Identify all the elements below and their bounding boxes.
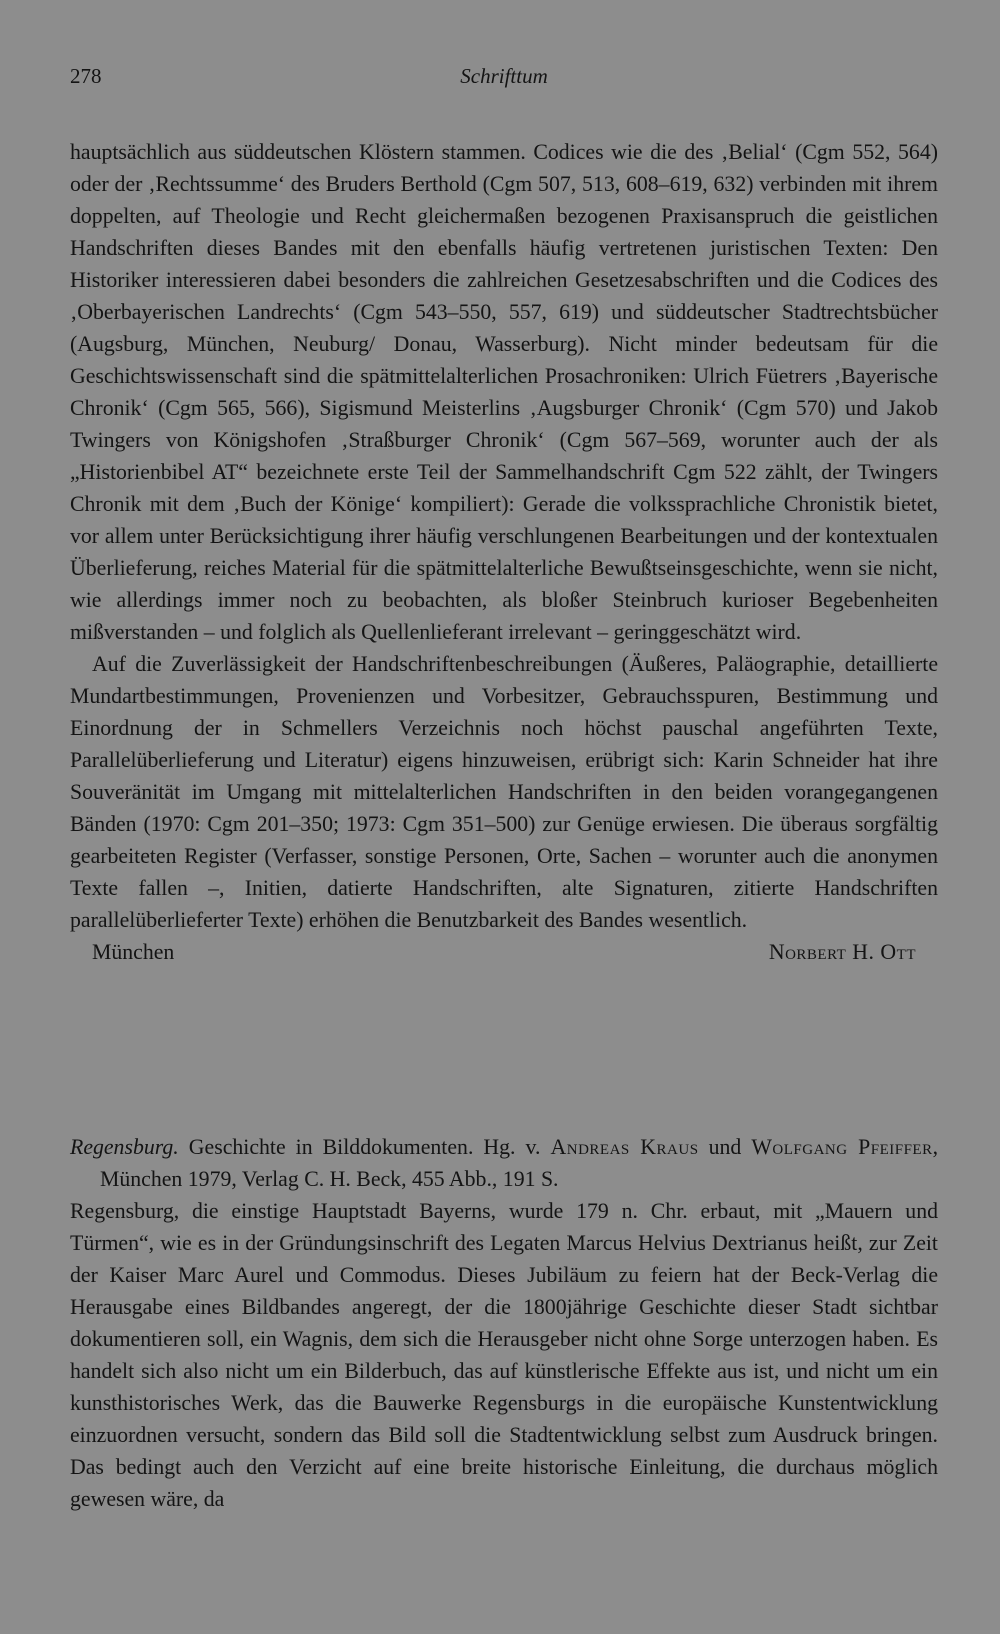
signature-place: München — [92, 940, 175, 964]
citation-editor: Wolfgang Pfeiffer — [751, 1135, 933, 1159]
page-header — [70, 64, 938, 96]
review-regensburg — [70, 1131, 938, 1515]
citation-title: Regensburg. — [70, 1135, 179, 1159]
citation-text: und — [698, 1135, 752, 1159]
citation-text: , München 1979, Verlag C. H. Beck, 455 Abb., 191 S. — [100, 1135, 939, 1191]
review-paragraph: hauptsächlich aus süddeutschen Klöstern stammen. Codices wie die des ‚Belial‘ (Cgm 552, 564) oder der ‚Rechtssumme‘ des Bruders Berthold (Cgm 507, 513, 608–619, 632) verbinden mit ihrem doppelten, auf Theologie und Recht gleichermaßen bezogenen Praxisanspruch die geistlichen Handschriften dieses Bandes mit den ebenfalls häufig vertretenen juristischen Texten: Den Historiker interessieren dabei besonders die zahlreichen Gesetzesabschriften und die Codices des ‚Oberbayerischen Landrechts‘ (Cgm 543–550, 557, 619) und süddeutscher Stadtrechtsbücher (Augsburg, München, Neuburg/ Donau, Wasserburg). Nicht minder bedeutsam für die Geschichtswissenschaft sind die spätmittelalterlichen Prosachroniken: Ulrich Füetrers ‚Bayerische Chronik‘ (Cgm 565, 566), Sigismund Meisterlins ‚Augsburger Chronik‘ (Cgm 570) und Jakob Twingers von Königshofen ‚Straßburger Chronik‘ (Cgm 567–569, worunter auch der als „Historienbibel AT“ bezeichnete erste Teil der Sammelhandschrift Cgm 522 zählt, der Twingers Chronik mit dem ‚Buch der Könige‘ kompiliert): Gerade die volkssprachliche Chronistik bietet, vor allem unter Berücksichtigung ihrer häufig verschlungenen Bearbeitungen und der kontextualen Überlieferung, reiches Material für die spätmittelalterliche Bewußtseinsgeschichte, wenn sie nicht, wie allerdings immer noch zu beobachten, als bloßer Steinbruch kurioser Begebenheiten mißverstanden – und folglich als Quellenlieferant irrelevant – geringgeschätzt wird. — [70, 140, 938, 644]
review-paragraph: Auf die Zuverlässigkeit der Handschriftenbeschreibungen (Äußeres, Paläographie, detaillierte Mundartbestimmungen, Provenienzen und Vorbesitzer, Gebrauchsspuren, Bestimmung und Einordnung der in Schmellers Verzeichnis noch höchst pauschal angeführten Texte, Parallelüberlieferung und Literatur) eigens hinzuweisen, erübrigt sich: Karin Schneider hat ihre Souveränität im Umgang mit mittelalterlichen Handschriften in den beiden vorangegangenen Bänden (1970: Cgm 201–350; 1973: Cgm 351–500) zur Genüge erwiesen. Die überaus sorgfältig gearbeiteten Register (Verfasser, sonstige Personen, Orte, Sachen – worunter auch die anonymen Texte fallen –, Initien, datierte Handschriften, alte Signaturen, zitierte Handschriften parallelüberlieferter Texte) erhöhen die Benutzbarkeit des Bandes wesentlich. — [70, 652, 938, 932]
review-signature — [70, 936, 938, 968]
book-citation — [70, 1131, 938, 1195]
review-paragraph: Regensburg, die einstige Hauptstadt Bayerns, wurde 179 n. Chr. erbaut, mit „Mauern und Türmen“, wie es in der Gründungsinschrift des Legaten Marcus Helvius Dextrianus heißt, zur Zeit der Kaiser Marc Aurel und Commodus. Dieses Jubiläum zu feiern hat der Beck-Verlag die Herausgabe eines Bildbandes angeregt, der die 1800jährige Geschichte dieser Stadt sichtbar dokumentieren soll, ein Wagnis, dem sich die Herausgeber nicht ohne Sorge unterzogen haben. Es handelt sich also nicht um ein Bilderbuch, das auf künstlerische Effekte aus ist, und nicht um ein kunsthistorisches Werk, das die Bauwerke Regensburgs in die europäische Kunstentwicklung einzuordnen versucht, sondern das Bild soll die Stadtentwicklung selbst zum Ausdruck bringen. Das bedingt auch den Verzicht auf eine breite historische Einleitung, die durchaus möglich gewesen wäre, da — [70, 1199, 938, 1511]
running-title: Schrifttum — [460, 64, 548, 88]
signature-author: Norbert H. Ott — [768, 940, 916, 964]
page-number: 278 — [70, 64, 102, 88]
citation-editor: Andreas Kraus — [550, 1135, 699, 1159]
citation-text: Geschichte in Bilddokumenten. Hg. v. — [178, 1135, 551, 1159]
review-continued — [70, 136, 938, 968]
